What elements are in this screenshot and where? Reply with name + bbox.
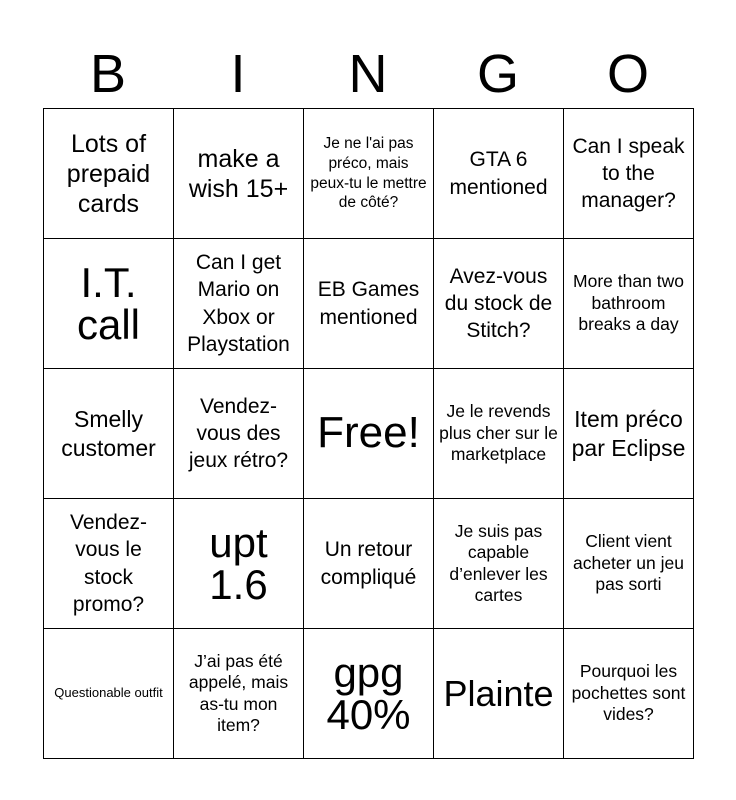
- bingo-cell[interactable]: [304, 109, 434, 239]
- bingo-cell[interactable]: [434, 629, 564, 759]
- header-letter-b: B: [89, 44, 127, 104]
- cell-text: J’ai pas été appelé, mais as-tu mon item?: [188, 650, 289, 735]
- bingo-cell[interactable]: [564, 369, 694, 499]
- bingo-row-1: [44, 109, 694, 239]
- cell-text: EB Games mentioned: [317, 278, 420, 329]
- cell-text: Pourquoi les pochettes sont vides?: [571, 661, 686, 725]
- bingo-cell[interactable]: [304, 239, 434, 369]
- header-letter-g: G: [476, 44, 519, 104]
- bingo-cell[interactable]: [174, 499, 304, 629]
- cell-text: Can I get Mario on Xbox or Playstation: [187, 250, 290, 356]
- bingo-cell[interactable]: [564, 629, 694, 759]
- header-letter-n: N: [348, 44, 388, 104]
- cell-text: More than two bathroom breaks a day: [573, 271, 684, 335]
- bingo-row-5: [44, 629, 694, 759]
- bingo-cell[interactable]: [44, 239, 174, 369]
- cell-text: Smelly customer: [61, 406, 156, 461]
- cell-text: Vendez-vous le stock promo?: [69, 510, 148, 616]
- cell-text: make a wish 15+: [188, 144, 289, 203]
- header-letter-o: O: [606, 44, 649, 104]
- bingo-card: [43, 108, 694, 759]
- bingo-cell[interactable]: [44, 369, 174, 499]
- cell-text: GTA 6 mentioned: [449, 148, 548, 199]
- bingo-row-3: [44, 369, 694, 499]
- cell-text: Questionable outfit: [54, 685, 163, 701]
- cell-text: Je ne l'ai pas préco, mais peux-tu le mettre de côté?: [310, 134, 427, 212]
- bingo-cell[interactable]: [44, 629, 174, 759]
- bingo-cell[interactable]: [44, 499, 174, 629]
- cell-text: Je suis pas capable d’enlever les cartes: [449, 520, 548, 605]
- bingo-cell[interactable]: [434, 499, 564, 629]
- cell-text: Plainte: [443, 672, 554, 714]
- cell-text: Can I speak to the manager?: [572, 134, 685, 213]
- bingo-cell[interactable]: [174, 109, 304, 239]
- bingo-header: [43, 40, 693, 108]
- cell-text: Lots of prepaid cards: [66, 129, 151, 218]
- bingo-row-4: [44, 499, 694, 629]
- bingo-cell[interactable]: [174, 629, 304, 759]
- bingo-cell[interactable]: [564, 499, 694, 629]
- bingo-cell[interactable]: [304, 629, 434, 759]
- cell-text: Vendez-vous des jeux rétro?: [188, 394, 289, 473]
- cell-text: Free!: [317, 408, 420, 458]
- cell-text: Client vient acheter un jeu pas sorti: [573, 531, 684, 595]
- bingo-cell free-space[interactable]: [304, 369, 434, 499]
- cell-text: upt 1.6: [209, 518, 268, 608]
- cell-text: Je le revends plus cher sur le marketplace: [439, 401, 558, 465]
- bingo-cell[interactable]: [304, 499, 434, 629]
- bingo-cell[interactable]: [174, 239, 304, 369]
- cell-text: Item préco par Eclipse: [571, 406, 686, 461]
- cell-text: I.T. call: [76, 258, 141, 348]
- bingo-row-2: [44, 239, 694, 369]
- bingo-cell[interactable]: [564, 239, 694, 369]
- bingo-cell[interactable]: [434, 369, 564, 499]
- bingo-cell[interactable]: [564, 109, 694, 239]
- cell-text: Avez-vous du stock de Stitch?: [444, 264, 553, 343]
- bingo-cell[interactable]: [434, 109, 564, 239]
- bingo-cell[interactable]: [434, 239, 564, 369]
- header-letter-i: I: [230, 44, 246, 104]
- bingo-cell[interactable]: [174, 369, 304, 499]
- cell-text: gpg 40%: [326, 648, 411, 738]
- bingo-cell[interactable]: [44, 109, 174, 239]
- cell-text: Un retour compliqué: [320, 538, 417, 589]
